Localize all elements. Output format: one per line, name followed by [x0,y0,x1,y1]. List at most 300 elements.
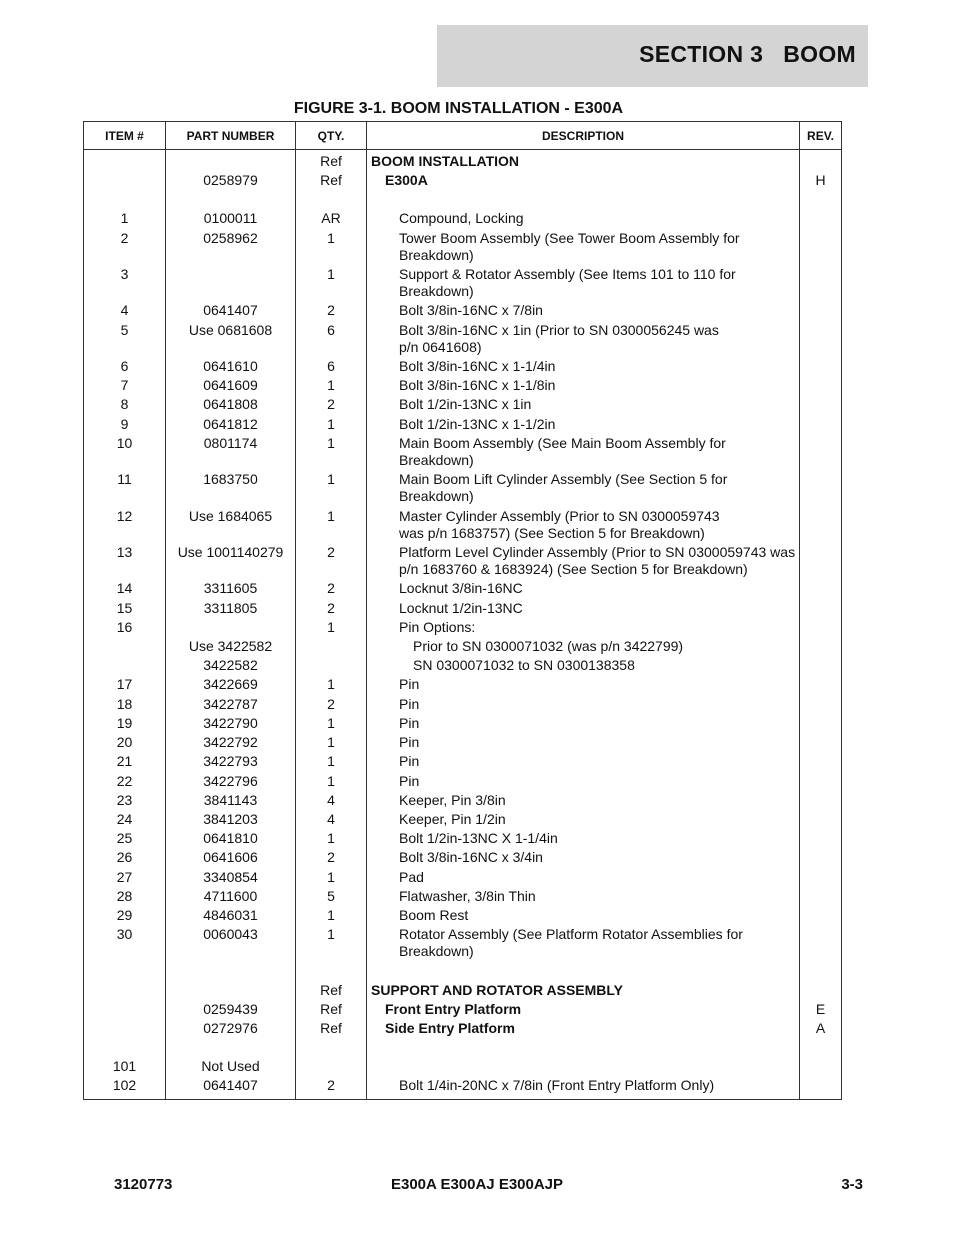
spacer-row [84,962,842,981]
description-text: Platform Level Cylinder Assembly (Prior to SN 0300059743 was p/n 1683760 & 1683924) (See Section 5 for Breakdown) [399,544,796,578]
description-text: Compound, Locking [399,210,524,227]
description-text: Bolt 3/8in-16NC x 1-1/8in [399,377,556,394]
part-number-cell: 0060043 [166,925,296,961]
description-text: Pin Options: [399,618,476,635]
table-row [84,848,842,867]
table-row [84,209,842,228]
description-text: Pin [399,753,420,770]
description-cell [367,618,800,637]
item-number-cell: 2 [84,229,166,265]
description-cell [367,675,800,694]
table-row [84,772,842,791]
revision-cell [800,1076,842,1099]
revision-cell [800,810,842,829]
quantity-cell: 2 [296,695,367,714]
part-number-cell: 0641610 [166,357,296,376]
quantity-cell: 2 [296,579,367,598]
part-number-cell [166,265,296,301]
revision-cell [800,599,842,618]
item-number-cell: 17 [84,675,166,694]
part-number-cell: 0641812 [166,415,296,434]
col-header-part-number: PART NUMBER [166,122,296,150]
description-cell [367,321,800,357]
quantity-cell: 1 [296,229,367,265]
item-number-cell: 102 [84,1076,166,1099]
description-text: Boom Rest [399,906,469,923]
revision-cell [800,695,842,714]
col-header-qty: QTY. [296,122,367,150]
part-number-cell [166,618,296,637]
revision-cell [800,887,842,906]
item-number-cell: 27 [84,868,166,887]
part-number-cell: 3422787 [166,695,296,714]
table-row [84,733,842,752]
quantity-cell: 1 [296,925,367,961]
description-text: SUPPORT AND ROTATOR ASSEMBLY [371,981,624,998]
table-row [84,829,842,848]
quantity-cell: 1 [296,906,367,925]
part-number-cell: 0641609 [166,376,296,395]
table-row [84,579,842,598]
description-cell [367,301,800,320]
description-text: Master Cylinder Assembly (Prior to SN 0300059743 was p/n 1683757) (See Section 5 for Breakdown) [399,507,720,541]
spacer-cell [84,190,166,209]
item-number-cell: 8 [84,395,166,414]
table-row [84,695,842,714]
table-row [84,1019,842,1038]
part-number-cell: 1683750 [166,470,296,506]
table-row [84,376,842,395]
description-cell [367,906,800,925]
description-cell [367,599,800,618]
revision-cell [800,150,842,172]
revision-cell [800,637,842,656]
table-row [84,150,842,172]
item-number-cell: 25 [84,829,166,848]
description-text: Side Entry Platform [385,1019,515,1036]
description-cell [367,656,800,675]
table-row [84,752,842,771]
revision-cell [800,265,842,301]
description-cell [367,848,800,867]
table-row [84,543,842,579]
quantity-cell: 1 [296,714,367,733]
revision-cell [800,229,842,265]
description-text: Main Boom Assembly (See Main Boom Assembly for Breakdown) [399,434,726,469]
description-cell [367,357,800,376]
spacer-row [84,190,842,209]
item-number-cell: 101 [84,1057,166,1076]
part-number-cell: 3422793 [166,752,296,771]
section-title: SECTION 3 BOOM [639,41,856,67]
part-number-cell: 3422669 [166,675,296,694]
description-text: Pin [399,695,420,712]
part-number-cell: 3422796 [166,772,296,791]
quantity-cell: 4 [296,810,367,829]
item-number-cell: 5 [84,321,166,357]
description-cell [367,1057,800,1076]
description-text: BOOM INSTALLATION [371,153,520,169]
quantity-cell: 4 [296,791,367,810]
revision-cell [800,791,842,810]
description-cell [367,829,800,848]
part-number-cell: 0801174 [166,434,296,470]
quantity-cell: 6 [296,357,367,376]
table-row [84,637,842,656]
revision-cell: A [800,1019,842,1038]
item-number-cell: 14 [84,579,166,598]
description-text: Locknut 3/8in-16NC [399,580,523,597]
table-row [84,395,842,414]
description-cell [367,868,800,887]
description-cell [367,376,800,395]
spacer-row [84,1038,842,1057]
revision-cell [800,733,842,752]
description-text: Pin [399,676,420,693]
description-cell [367,733,800,752]
item-number-cell: 12 [84,507,166,543]
description-cell [367,637,800,656]
quantity-cell: 2 [296,395,367,414]
description-cell [367,791,800,810]
item-number-cell [84,1000,166,1019]
revision-cell [800,829,842,848]
part-number-cell [166,150,296,172]
part-number-cell: Use 0681608 [166,321,296,357]
item-number-cell: 13 [84,543,166,579]
revision-cell [800,906,842,925]
description-text: Pin [399,734,420,751]
description-text: Bolt 3/8in-16NC x 7/8in [399,302,543,319]
revision-cell [800,618,842,637]
description-text: Bolt 3/8in-16NC x 1in (Prior to SN 0300056245 was p/n 0641608) [399,321,719,355]
part-number-cell: Use 3422582 [166,637,296,656]
parts-table-body [84,150,842,1100]
quantity-cell [296,656,367,675]
description-cell [367,470,800,506]
item-number-cell: 1 [84,209,166,228]
description-cell [367,810,800,829]
table-row [84,656,842,675]
item-number-cell: 4 [84,301,166,320]
item-number-cell: 22 [84,772,166,791]
description-cell [367,209,800,228]
quantity-cell: Ref [296,981,367,1000]
item-number-cell: 30 [84,925,166,961]
part-number-cell: 3422790 [166,714,296,733]
item-number-cell [84,656,166,675]
spacer-cell [166,1038,296,1057]
description-cell [367,543,800,579]
table-row [84,925,842,961]
quantity-cell: 2 [296,599,367,618]
item-number-cell: 6 [84,357,166,376]
quantity-cell: Ref [296,150,367,172]
table-row [84,265,842,301]
spacer-cell [296,1038,367,1057]
item-number-cell [84,171,166,190]
part-number-cell: 3311605 [166,579,296,598]
description-cell [367,1076,800,1099]
revision-cell [800,209,842,228]
part-number-cell: 0258979 [166,171,296,190]
revision-cell [800,357,842,376]
item-number-cell: 28 [84,887,166,906]
description-text: Bolt 3/8in-16NC x 1-1/4in [399,358,556,375]
table-row [84,357,842,376]
revision-cell [800,376,842,395]
quantity-cell: 1 [296,265,367,301]
table-row [84,321,842,357]
table-row [84,1076,842,1099]
revision-cell [800,925,842,961]
description-text: Locknut 1/2in-13NC [399,599,523,616]
spacer-cell [800,962,842,981]
revision-cell [800,415,842,434]
table-row [84,229,842,265]
revision-cell: E [800,1000,842,1019]
spacer-cell [166,190,296,209]
spacer-cell [84,1038,166,1057]
table-row [84,599,842,618]
parts-table [83,121,842,1100]
description-cell [367,434,800,470]
part-number-cell: 3841143 [166,791,296,810]
description-text: Flatwasher, 3/8in Thin [399,887,536,904]
revision-cell [800,752,842,771]
item-number-cell: 11 [84,470,166,506]
spacer-cell [367,1038,800,1057]
revision-cell [800,543,842,579]
table-row [84,507,842,543]
table-row [84,887,842,906]
revision-cell [800,301,842,320]
table-row [84,1057,842,1076]
description-text: Pad [399,868,424,885]
item-number-cell: 24 [84,810,166,829]
part-number-cell: 0100011 [166,209,296,228]
quantity-cell: Ref [296,1019,367,1038]
revision-cell [800,868,842,887]
revision-cell [800,675,842,694]
table-row [84,415,842,434]
figure-title: FIGURE 3-1. BOOM INSTALLATION - E300A [293,100,624,117]
footer-models: E300A E300AJ E300AJP [390,1176,564,1193]
revision-cell [800,395,842,414]
item-number-cell: 7 [84,376,166,395]
table-row [84,675,842,694]
description-cell [367,887,800,906]
description-cell [367,714,800,733]
description-text: Keeper, Pin 3/8in [399,791,506,808]
item-number-cell: 3 [84,265,166,301]
quantity-cell: 1 [296,733,367,752]
part-number-cell: 3422792 [166,733,296,752]
col-header-rev: REV. [800,122,842,150]
description-text: E300A [385,172,428,189]
spacer-cell [296,190,367,209]
part-number-cell: 3311805 [166,599,296,618]
part-number-cell: 0258962 [166,229,296,265]
description-text: Bolt 1/2in-13NC x 1-1/2in [399,415,556,432]
description-text: Bolt 1/4in-20NC x 7/8in (Front Entry Platform Only) [399,1077,715,1094]
spacer-cell [800,190,842,209]
item-number-cell: 21 [84,752,166,771]
spacer-cell [296,962,367,981]
description-cell [367,752,800,771]
description-cell [367,507,800,543]
description-text: Main Boom Lift Cylinder Assembly (See Section 5 for Breakdown) [399,471,728,505]
part-number-cell: 3340854 [166,868,296,887]
quantity-cell: 1 [296,752,367,771]
quantity-cell: Ref [296,171,367,190]
quantity-cell: 1 [296,470,367,506]
description-cell [367,1000,800,1019]
description-text: Bolt 3/8in-16NC x 3/4in [399,849,543,866]
footer-doc-number: 3120773 [114,1176,173,1193]
description-cell [367,925,800,961]
revision-cell [800,434,842,470]
part-number-cell: 0641808 [166,395,296,414]
table-row [84,171,842,190]
part-number-cell: 0641407 [166,1076,296,1099]
table-row [84,981,842,1000]
description-text: Prior to SN 0300071032 (was p/n 3422799) [413,638,684,655]
table-row [84,470,842,506]
item-number-cell: 26 [84,848,166,867]
quantity-cell: 2 [296,1076,367,1099]
revision-cell [800,848,842,867]
revision-cell [800,981,842,1000]
description-cell [367,171,800,190]
spacer-cell [800,1038,842,1057]
part-number-cell: Use 1684065 [166,507,296,543]
revision-cell [800,579,842,598]
table-row [84,868,842,887]
part-number-cell [166,981,296,1000]
table-row [84,714,842,733]
spacer-cell [367,190,800,209]
table-row [84,1000,842,1019]
table-row [84,301,842,320]
table-header-row [84,122,842,150]
item-number-cell: 9 [84,415,166,434]
item-number-cell: 20 [84,733,166,752]
part-number-cell: 4711600 [166,887,296,906]
description-text: Pin [399,772,420,789]
description-cell [367,1019,800,1038]
quantity-cell: Ref [296,1000,367,1019]
description-text: Rotator Assembly (See Platform Rotator Assemblies for Breakdown) [399,926,743,960]
part-number-cell: 4846031 [166,906,296,925]
quantity-cell: 1 [296,772,367,791]
quantity-cell: 1 [296,434,367,470]
item-number-cell: 10 [84,434,166,470]
description-cell [367,579,800,598]
description-cell [367,395,800,414]
revision-cell [800,321,842,357]
revision-cell: H [800,171,842,190]
table-row [84,791,842,810]
footer-page-number: 3-3 [841,1176,863,1193]
description-cell [367,265,800,301]
quantity-cell: 1 [296,376,367,395]
item-number-cell [84,981,166,1000]
part-number-cell: Not Used [166,1057,296,1076]
revision-cell [800,772,842,791]
spacer-cell [166,962,296,981]
revision-cell [800,714,842,733]
item-number-cell: 16 [84,618,166,637]
quantity-cell: AR [296,209,367,228]
part-number-cell: 0272976 [166,1019,296,1038]
table-row [84,618,842,637]
part-number-cell: 3841203 [166,810,296,829]
item-number-cell: 29 [84,906,166,925]
col-header-item: ITEM # [84,122,166,150]
section-header [437,25,868,87]
description-cell [367,229,800,265]
item-number-cell [84,150,166,172]
quantity-cell: 1 [296,829,367,848]
table-row [84,434,842,470]
description-text: Pin [399,714,420,731]
revision-cell [800,507,842,543]
description-text: Keeper, Pin 1/2in [399,810,506,827]
description-text: Bolt 1/2in-13NC X 1-1/4in [399,830,558,847]
spacer-cell [367,962,800,981]
part-number-cell: 0641810 [166,829,296,848]
revision-cell [800,656,842,675]
description-cell [367,150,800,172]
part-number-cell: 0259439 [166,1000,296,1019]
quantity-cell [296,637,367,656]
description-cell [367,981,800,1000]
table-row [84,810,842,829]
item-number-cell [84,1019,166,1038]
item-number-cell: 23 [84,791,166,810]
revision-cell [800,470,842,506]
quantity-cell: 1 [296,675,367,694]
quantity-cell: 2 [296,848,367,867]
description-cell [367,415,800,434]
description-cell [367,772,800,791]
quantity-cell: 1 [296,507,367,543]
item-number-cell [84,637,166,656]
item-number-cell: 15 [84,599,166,618]
quantity-cell: 2 [296,301,367,320]
table-row [84,906,842,925]
quantity-cell: 2 [296,543,367,579]
description-text: Support & Rotator Assembly (See Items 101 to 110 for Breakdown) [399,266,736,300]
quantity-cell: 6 [296,321,367,357]
quantity-cell: 1 [296,415,367,434]
quantity-cell: 1 [296,618,367,637]
description-text: Tower Boom Assembly (See Tower Boom Assembly for Breakdown) [399,229,740,263]
item-number-cell: 19 [84,714,166,733]
quantity-cell [296,1057,367,1076]
part-number-cell: 0641606 [166,848,296,867]
part-number-cell: 0641407 [166,301,296,320]
spacer-cell [84,962,166,981]
description-text: Front Entry Platform [385,1000,522,1017]
quantity-cell: 1 [296,868,367,887]
revision-cell [800,1057,842,1076]
description-cell [367,695,800,714]
part-number-cell: Use 1001140279 [166,543,296,579]
item-number-cell: 18 [84,695,166,714]
description-text: Bolt 1/2in-13NC x 1in [399,396,532,413]
